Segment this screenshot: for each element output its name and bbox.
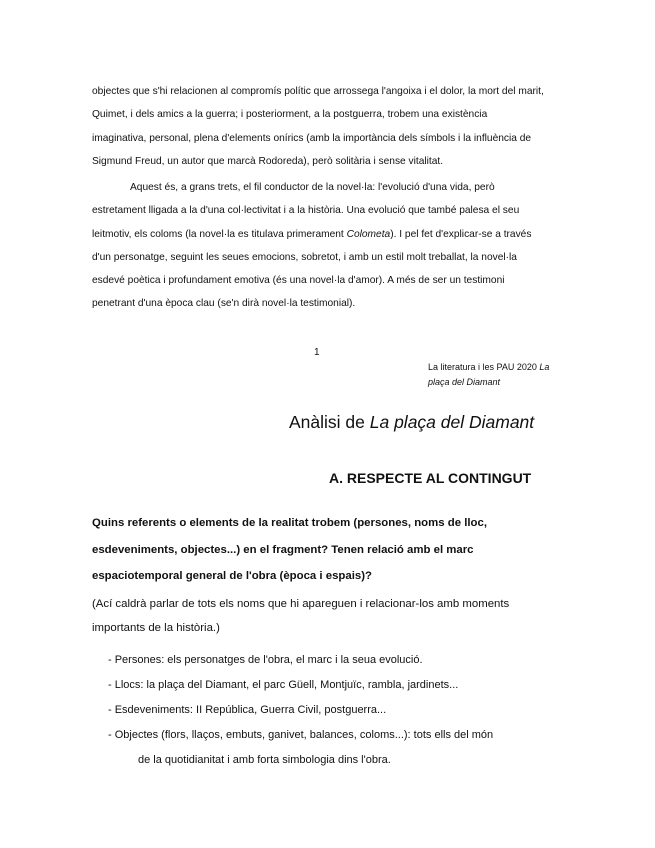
page-title [289, 412, 534, 433]
list-item-text: - Esdeveniments: II República, Guerra Civil, postguerra... [108, 704, 387, 716]
list-item-text: - Llocs: la plaça del Diamant, el parc Güell, Montjuïc, rambla, jardinets... [108, 679, 459, 691]
running-header-italic: La plaça del Diamant [428, 362, 550, 387]
running-header [428, 360, 568, 390]
running-header-text: La literatura i les PAU 2020 [428, 362, 540, 372]
list-item [108, 723, 528, 773]
list-item-text: - Persones: els personatges de l'obra, el marc i la seua evolució. [108, 654, 423, 666]
referents-list [108, 648, 528, 773]
section-heading: A. RESPECTE AL CONTINGUT [329, 470, 532, 486]
list-item [108, 673, 528, 698]
paragraph-2-text-start: Aquest és, a grans trets, el fil conductor de la novel·la: l'evolució d'una vida, però estretament lligada a la d'una col·lectivitat i a la història. Una evolució que també palesa el seu leitmotiv, els coloms (la novel·la es titulava primerament [92, 182, 520, 240]
note-text: (Ací caldrà parlar de tots els noms que hi apareguen i relacionar-los amb moments importants de la història.) [92, 598, 510, 634]
paragraph-2-italic-title: Colometa [346, 228, 391, 240]
list-item [108, 648, 528, 673]
body-paragraph-2 [92, 176, 544, 316]
question-text: Quins referents o elements de la realitat trobem (persones, noms de lloc, esdeveniments, objectes...) en el fragment? Tenen relació amb el marc espaciotemporal general de l'obra (època i espais)? [92, 517, 487, 582]
list-item-continuation: de la quotidianitat i amb forta simbologia dins l'obra. [138, 754, 391, 766]
list-item [108, 698, 528, 723]
page-number: 1 [314, 347, 320, 358]
list-item-text: - Objectes (flors, llaços, embuts, ganivet, balances, coloms...): tots ells del món [108, 729, 494, 741]
body-paragraph-1: objectes que s'hi relacionen al compromís polític que arrossega l'angoixa i el dolor, la mort del marit, Quimet, i dels amics a la guerra; i posteriorment, a la postguerra, trobem una existència imaginativa, personal, plena d'elements onírics (amb la importància dels símbols i la influència de Sigmund Freud, un autor que marcà Rodoreda), però solitària i sense vitalitat. [92, 86, 544, 167]
title-prefix: Anàlisi de [289, 412, 370, 432]
title-italic: La plaça del Diamant [369, 412, 535, 432]
paragraph-2-text-end: ). I pel fet d'explicar-se a través d'un personatge, seguint les seues emocions, sobretot, i amb un estil molt treballat, la novel·la esdevé poètica i profundament emotiva (és una novel·la d'amor). A més de ser un testimoni penetrant d'una època clau (se'n dirà novel·la testimonial). [92, 228, 532, 310]
